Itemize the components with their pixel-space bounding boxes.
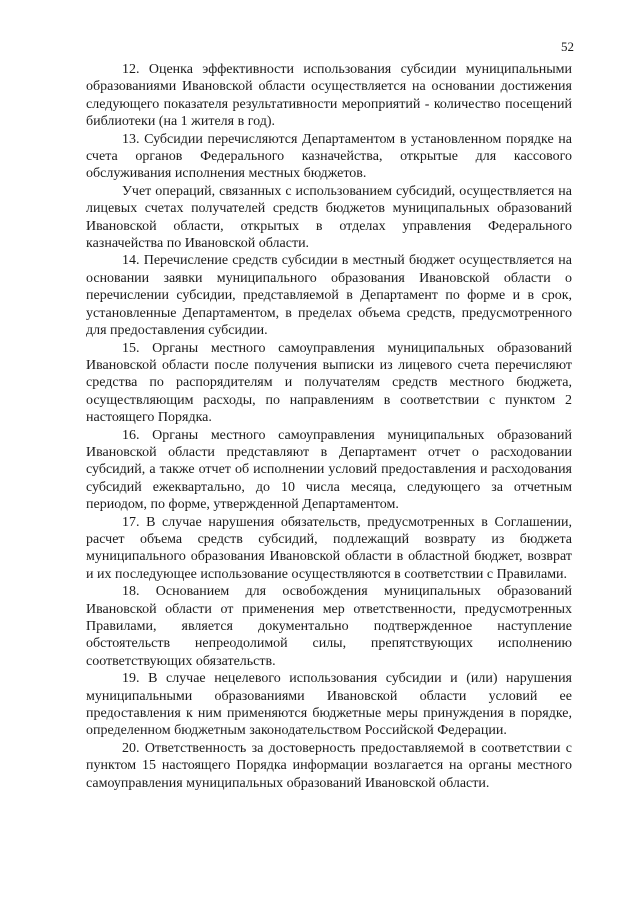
paragraph-20: 20. Ответственность за достоверность предоставляемой в соответствии с пунктом 15 настоящего Порядка информации возлагается на органы местного самоуправления муниципальных образований Ивановской области. <box>86 740 572 791</box>
paragraph-14: 14. Перечисление средств субсидии в местный бюджет осуществляется на основании заявки муниципального образования Ивановской области о перечислении субсидии, представляемой в Департамент по форме и в срок, установленные Департаментом, в пределах объема средств, предусмотренного для предоставления субсидии. <box>86 253 572 339</box>
paragraph-13: 13. Субсидии перечисляются Департаментом в установленном порядке на счета органов Федерального казначейства, открытые для кассового обслуживания исполнения местных бюджетов. <box>86 131 572 182</box>
paragraph-12: 12. Оценка эффективности использования субсидии муниципальными образованиями Ивановской области осуществляется на основании достижения следующего показателя результативности мероприятий - количество посещений библиотеки (на 1 жителя в год). <box>86 62 572 130</box>
paragraph-18: 18. Основанием для освобождения муниципальных образований Ивановской области от применения мер ответственности, предусмотренных Правилами, является документально подтвержденное наступление обстоятельств непреодолимой силы, препятствующих исполнению соответствующих обязательств. <box>86 584 572 669</box>
document-body <box>86 61 572 792</box>
paragraph-16: 16. Органы местного самоуправления муниципальных образований Ивановской области представляют в Департамент отчет о расходовании субсидий, а также отчет об исполнении условий предоставления и расходования субсидий ежеквартально, до 10 числа месяца, следующего за отчетным периодом, по форме, утвержденной Департаментом. <box>86 427 572 513</box>
paragraph-19: 19. В случае нецелевого использования субсидии и (или) нарушения муниципальными образованиями Ивановской области условий ее предоставления к ним применяются бюджетные меры принуждения в порядке, определенном бюджетным законодательством Российской Федерации. <box>86 671 572 739</box>
paragraph-13-accounting: Учет операций, связанных с использованием субсидий, осуществляется на лицевых счетах получателей средств бюджетов муниципальных образований Ивановской области, открытых в отделах управления Федерального казначейства по Ивановской области. <box>86 183 572 252</box>
page-number: 52 <box>561 39 574 54</box>
paragraph-15: 15. Органы местного самоуправления муниципальных образований Ивановской области после получения выписки из лицевого счета перечисляют средства по распорядителям и получателям средств местного бюджета, осуществляющим расходы, по направлениям в соответствии с пунктом 2 настоящего Порядка. <box>86 340 572 426</box>
paragraph-17: 17. В случае нарушения обязательств, предусмотренных в Соглашении, расчет объема средств субсидий, подлежащий возврату из бюджета муниципального образования Ивановской области в областной бюджет, возврат и их последующее использование осуществляются в соответствии с Правилами. <box>86 514 572 582</box>
